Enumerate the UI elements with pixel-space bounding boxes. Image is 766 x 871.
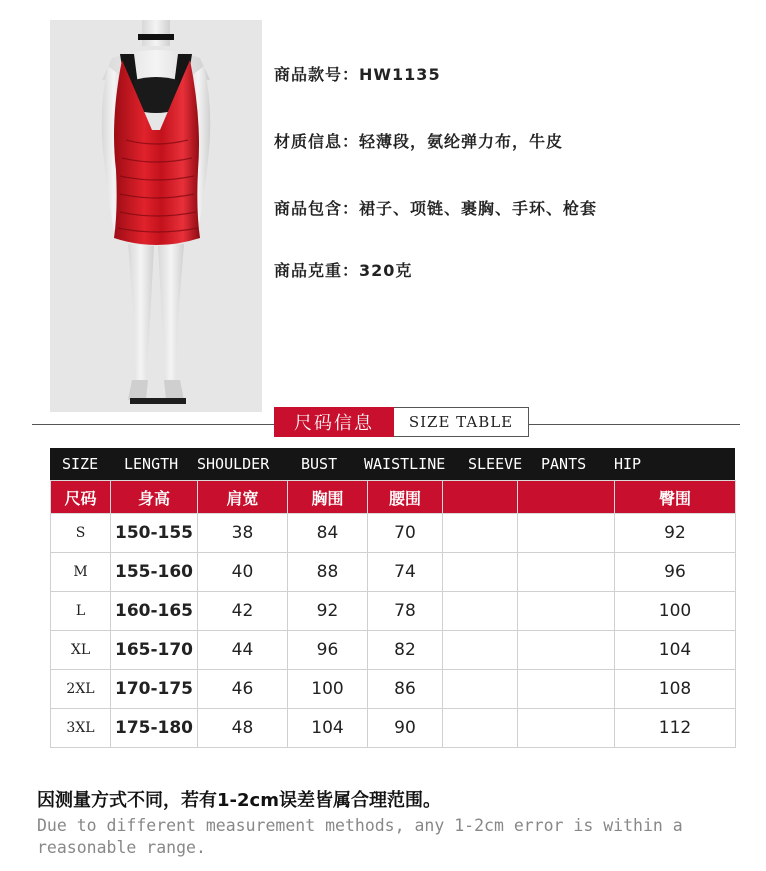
cell-length: 160-165 <box>111 592 198 631</box>
product-photo <box>50 20 262 412</box>
table-header-row <box>51 481 736 514</box>
table-row <box>51 670 736 709</box>
cell-bust: 100 <box>288 670 368 709</box>
cell-shoulder: 42 <box>198 592 288 631</box>
size-info-title-en: SIZE TABLE <box>394 407 529 437</box>
cell-size: S <box>51 514 111 553</box>
col-header-size: 尺码 <box>51 481 111 514</box>
product-includes: 商品包含：裙子、项链、裹胸、手环、枪套 <box>274 199 598 218</box>
cell-size: 3XL <box>51 709 111 748</box>
cell-size: 2XL <box>51 670 111 709</box>
en-header-length: LENGTH <box>124 455 179 473</box>
cell-shoulder: 44 <box>198 631 288 670</box>
cell-length: 170-175 <box>111 670 198 709</box>
product-material: 材质信息：轻薄段，氨纶弹力布，牛皮 <box>274 132 564 151</box>
col-header-pants <box>518 481 615 514</box>
cell-bust: 88 <box>288 553 368 592</box>
table-row <box>51 514 736 553</box>
cell-pants <box>518 592 615 631</box>
col-header-hip: 臀围 <box>615 481 736 514</box>
cell-size: L <box>51 592 111 631</box>
cell-shoulder: 46 <box>198 670 288 709</box>
en-header-bust: BUST <box>301 455 338 473</box>
cell-size: XL <box>51 631 111 670</box>
cell-sleeve <box>443 514 518 553</box>
cell-pants <box>518 553 615 592</box>
cell-hip: 104 <box>615 631 736 670</box>
cell-hip: 96 <box>615 553 736 592</box>
cell-hip: 112 <box>615 709 736 748</box>
cell-length: 150-155 <box>111 514 198 553</box>
cell-bust: 96 <box>288 631 368 670</box>
cell-waist: 86 <box>368 670 443 709</box>
en-header-shoulder: SHOULDER <box>197 455 270 473</box>
cell-hip: 100 <box>615 592 736 631</box>
cell-shoulder: 40 <box>198 553 288 592</box>
cell-shoulder: 38 <box>198 514 288 553</box>
product-item-number: 商品款号：HW1135 <box>274 65 441 84</box>
cell-pants <box>518 670 615 709</box>
cell-sleeve <box>443 709 518 748</box>
cell-waist: 90 <box>368 709 443 748</box>
en-header-size: SIZE <box>62 455 99 473</box>
cell-length: 175-180 <box>111 709 198 748</box>
cell-bust: 84 <box>288 514 368 553</box>
size-info-title-cn: 尺码信息 <box>274 407 394 437</box>
measurement-note-cn: 因测量方式不同，若有1-2cm误差皆属合理范围。 <box>37 790 441 811</box>
cell-pants <box>518 631 615 670</box>
col-header-length: 身高 <box>111 481 198 514</box>
cell-shoulder: 48 <box>198 709 288 748</box>
cell-length: 165-170 <box>111 631 198 670</box>
size-info-header <box>274 407 529 437</box>
cell-pants <box>518 514 615 553</box>
col-header-bust: 胸围 <box>288 481 368 514</box>
cell-waist: 78 <box>368 592 443 631</box>
col-header-sleeve <box>443 481 518 514</box>
en-header-waistline: WAISTLINE <box>364 455 446 473</box>
measurement-note-en: Due to different measurement methods, any 1-2cm error is within a reasonable range. <box>37 816 683 857</box>
table-row <box>51 592 736 631</box>
col-header-waist: 腰围 <box>368 481 443 514</box>
cell-sleeve <box>443 553 518 592</box>
product-weight: 商品克重：320克 <box>274 261 413 280</box>
size-table <box>50 480 736 748</box>
col-header-shoulder: 肩宽 <box>198 481 288 514</box>
cell-length: 155-160 <box>111 553 198 592</box>
cell-waist: 74 <box>368 553 443 592</box>
cell-bust: 104 <box>288 709 368 748</box>
table-row <box>51 631 736 670</box>
cell-waist: 82 <box>368 631 443 670</box>
cell-hip: 92 <box>615 514 736 553</box>
cell-waist: 70 <box>368 514 443 553</box>
cell-hip: 108 <box>615 670 736 709</box>
english-header-bar <box>50 448 735 480</box>
table-row <box>51 709 736 748</box>
cell-pants <box>518 709 615 748</box>
en-header-sleeve: SLEEVE <box>468 455 523 473</box>
en-header-hip: HIP <box>614 455 642 473</box>
table-row <box>51 553 736 592</box>
cell-sleeve <box>443 592 518 631</box>
cell-bust: 92 <box>288 592 368 631</box>
cell-sleeve <box>443 631 518 670</box>
cell-size: M <box>51 553 111 592</box>
cell-sleeve <box>443 670 518 709</box>
en-header-pants: PANTS <box>541 455 587 473</box>
